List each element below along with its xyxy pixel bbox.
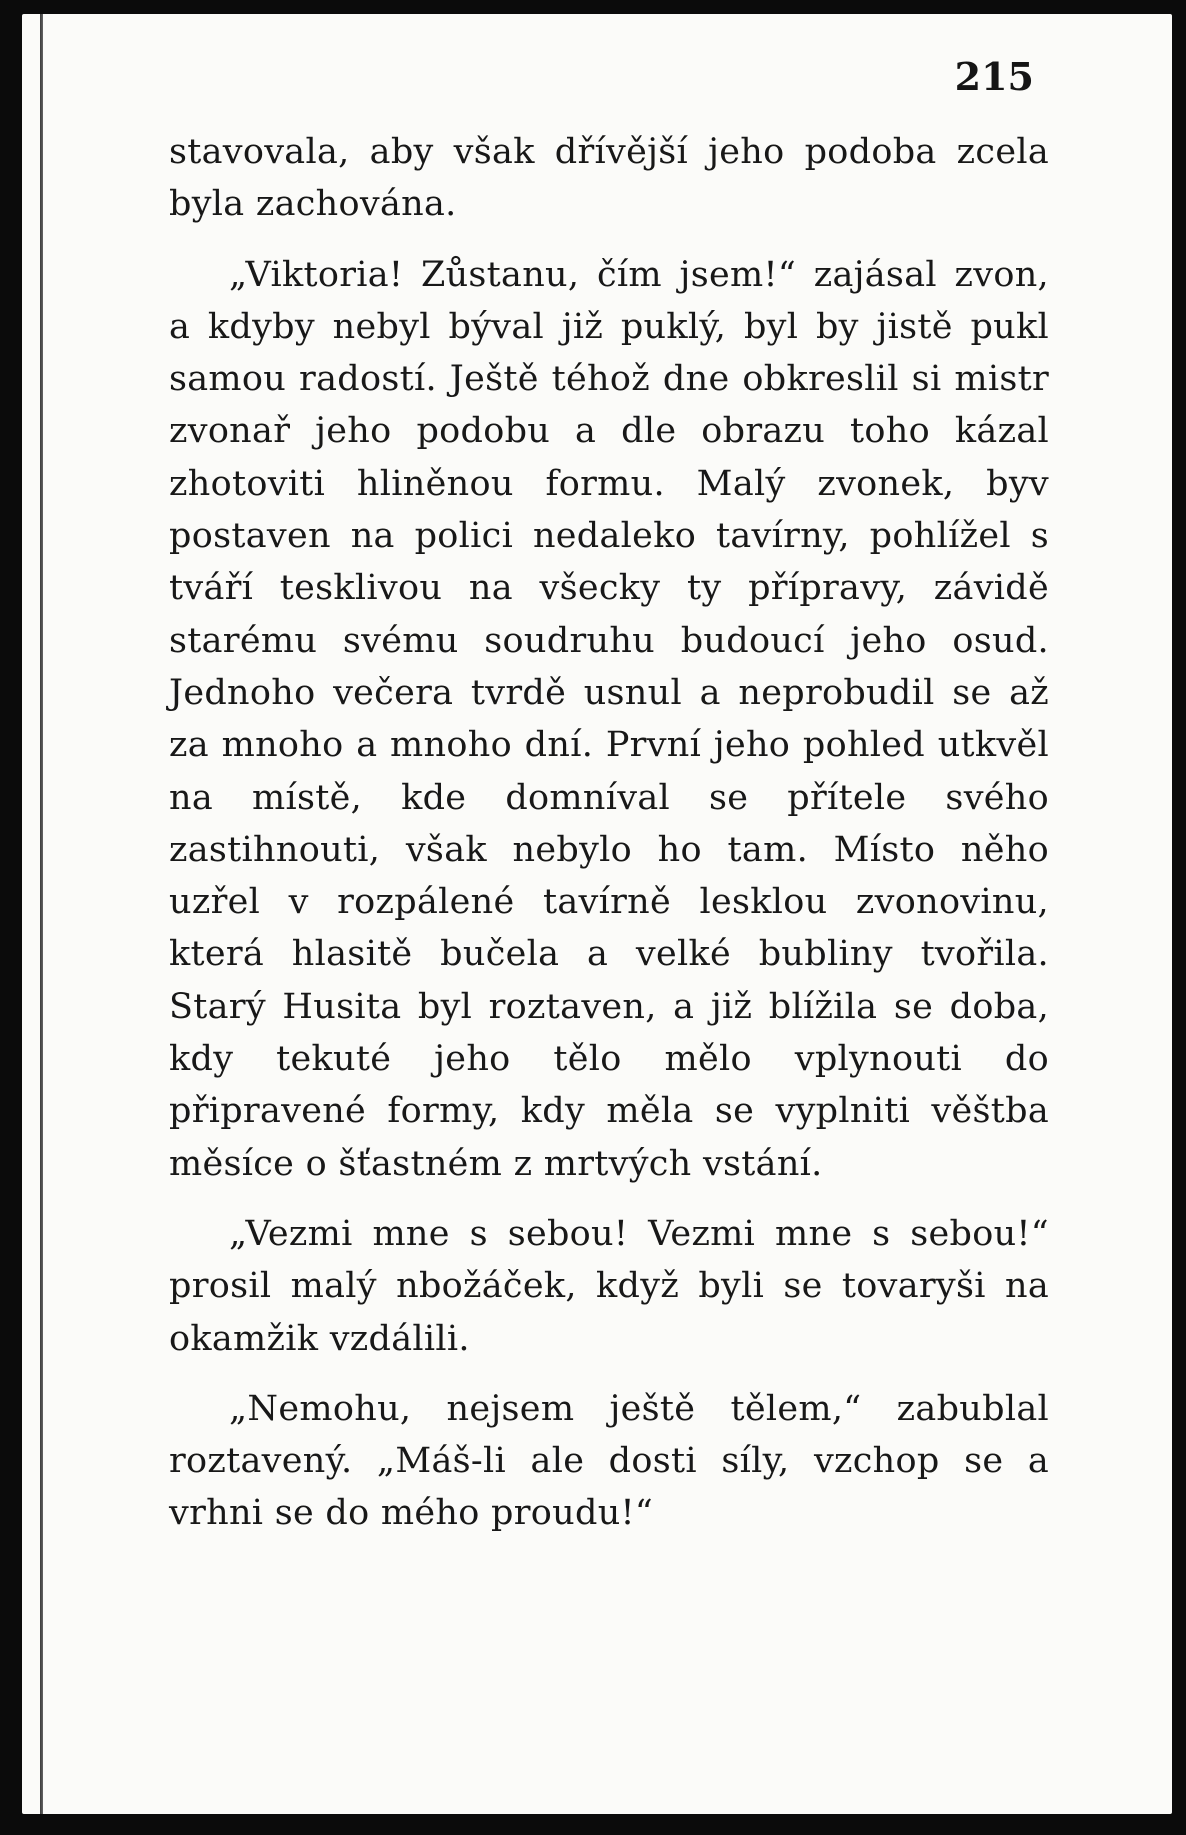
paragraph-vezmi-mne: „Vezmi mne s sebou! Vezmi mne s sebou!“ prosil malý nbožáček, když byli se tovaryši na okamžik vzdálili.	[169, 1213, 1049, 1359]
body-text	[169, 126, 1049, 1540]
page-number: 215	[954, 54, 1034, 99]
book-page	[22, 14, 1172, 1814]
paragraph-continuation: stavovala, aby však dřívější jeho podoba zcela byla zachována.	[169, 132, 1049, 225]
binding-gutter-line	[40, 14, 43, 1814]
paragraph-nemohu: „Nemohu, nejsem ještě tělem,“ zabublal roztavený. „Máš-li ale dosti síly, vzchop se a vrhni se do mého proudu!“	[169, 1388, 1049, 1534]
paragraph-viktoria: „Viktoria! Zůstanu, čím jsem!“ zajásal zvon, a kdyby nebyl býval již puklý, byl by jistě pukl samou radostí. Ještě téhož dne obkreslil si mistr zvonař jeho podobu a dle obrazu toho kázal zhotoviti hliněnou formu. Malý zvonek, byv postaven na polici nedaleko tavírny, pohlížel s tváří tesklivou na všecky ty přípravy, závidě starému svému soudruhu budoucí jeho osud. Jednoho večera tvrdě usnul a neprobudil se až za mnoho a mnoho dní. První jeho pohled utkvěl na místě, kde domníval se přítele svého zastihnouti, však nebylo ho tam. Místo něho uzřel v rozpálené tavírně lesklou zvonovinu, která hlasitě bučela a velké bubliny tvořila. Starý Husita byl roztaven, a již blížila se doba, kdy tekuté jeho tělo mělo vplynouti do připravené formy, kdy měla se vyplniti věštba měsíce o šťastném z mrtvých vstání.	[169, 254, 1049, 1184]
